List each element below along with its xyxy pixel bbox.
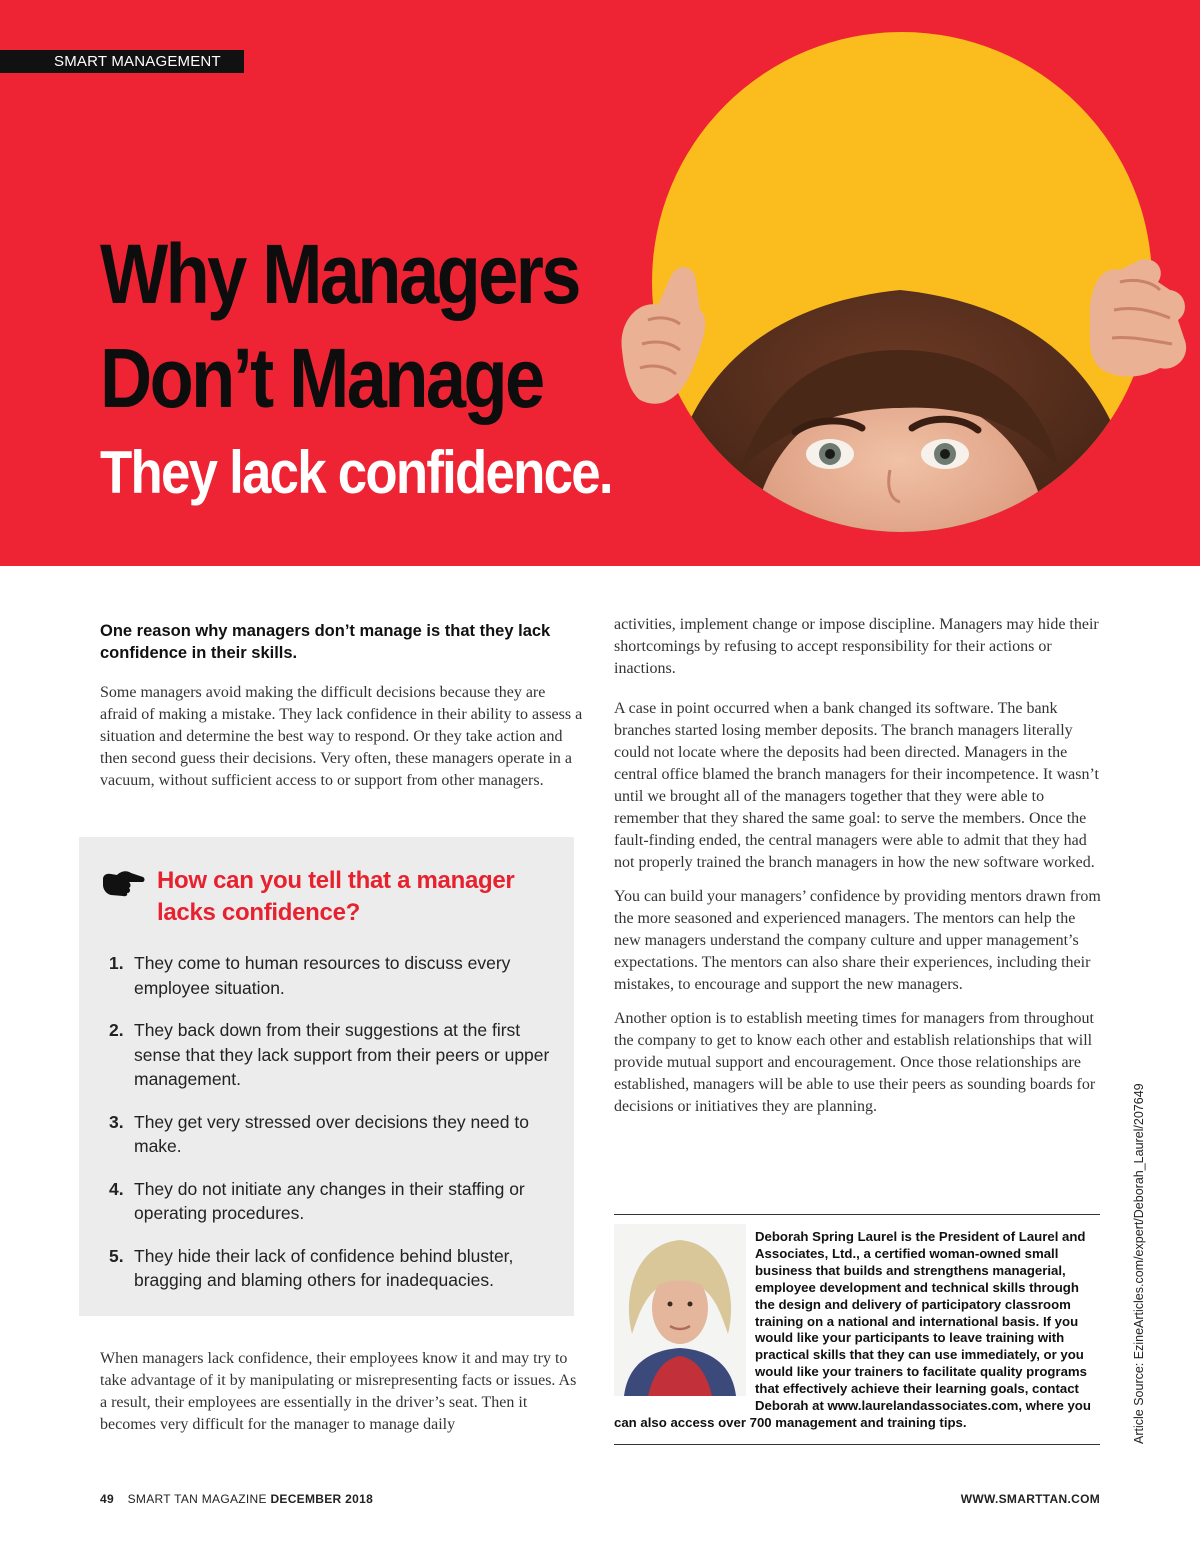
list-text: They hide their lack of confidence behind bluster, bragging and blaming others for inadequacies. [134, 1245, 514, 1290]
body-paragraph-2: When managers lack confidence, their employees know it and may try to take advantage of it by manipulating or misrepresenting facts or issues. As a result, their employees are essentially in the driver’s seat. Then it becomes very difficult for the manager to manage daily [100, 1350, 577, 1433]
page-number: 49 [100, 1492, 114, 1506]
list-item [109, 1244, 559, 1293]
section-tag: SMART MANAGEMENT [0, 50, 244, 73]
page-title [100, 222, 582, 430]
sidebar-list [109, 951, 559, 1311]
list-text: They come to human resources to discuss every employee situation. [134, 953, 511, 998]
issue-date: DECEMBER 2018 [270, 1492, 374, 1506]
list-item [109, 1177, 559, 1226]
hero-banner [0, 0, 1200, 566]
list-item [109, 951, 559, 1000]
magazine-name: SMART TAN MAGAZINE [127, 1492, 267, 1506]
left-column [100, 620, 584, 804]
footer-left [100, 1492, 373, 1506]
article-source: Article Source: EzineArticles.com/expert/Deborah_Laurel/207649 [1132, 1083, 1146, 1444]
bio-photo-spacer [614, 1229, 755, 1399]
title-line-2: Don’t Manage [100, 331, 543, 425]
author-bio [614, 1229, 1100, 1432]
pointing-hand-icon [101, 867, 145, 897]
list-text: They get very stressed over decisions they need to make. [134, 1111, 529, 1156]
list-number: 2. [109, 1020, 124, 1040]
right-column [614, 614, 1104, 1130]
list-number: 5. [109, 1245, 124, 1266]
body-paragraph-5: You can build your managers’ confidence by providing mentors drawn from the more seasoned and experienced managers. The mentors can help the new managers understand the company culture and upper management’s expectations. The mentors can also share their experiences, including their mistakes, to encourage and support the new managers. [614, 888, 1101, 993]
sidebar-box [79, 837, 574, 1316]
list-number: 4. [109, 1178, 124, 1199]
title-line-1: Why Managers [100, 227, 579, 321]
bio-text: Deborah Spring Laurel is the President of Laurel and Associates, Ltd., a certified woman-owned small business that builds and strengthens managerial, employee development and technical skills through the design and delivery of participatory classroom training on a national and international basis. If you would like your participants to leave training with practical skills that they can use immediately, or you would like your trainers to facilitate quality programs that effectively achieve their learning goals, contact Deborah at www.laurelandassociates.com, where you can also access over 700 management and training tips. [614, 1229, 1091, 1430]
left-column-bottom [100, 1348, 584, 1448]
hero-photo-woman-peeking [600, 20, 1200, 566]
list-text: They back down from their suggestions at the first sense that they lack support from their peers or upper management. [134, 1020, 550, 1089]
list-item [109, 1110, 559, 1159]
sidebar-question: How can you tell that a manager lacks confidence? [157, 867, 515, 926]
bio-divider-top [614, 1214, 1100, 1215]
page-subtitle: They lack confidence. [100, 439, 612, 506]
lead-paragraph: One reason why managers don’t manage is that they lack confidence in their skills. [100, 622, 551, 662]
bio-divider-bottom [614, 1444, 1100, 1445]
website-link[interactable]: WWW.SMARTTAN.COM [960, 1492, 1100, 1506]
body-paragraph-4: A case in point occurred when a bank changed its software. The bank branches started losing member deposits. The branch managers literally could not locate where the deposits had been directed. Managers in the central office blamed the branch managers for their incompetence. It wasn’t until we brought all of the managers together that they were able to remember that they shared the same goal: to serve the members. Once the fault-finding ended, the central managers were able to admit that they had not properly trained the branch managers in how the new software worked. [614, 700, 1099, 871]
list-number: 1. [109, 953, 124, 973]
body-paragraph-6: Another option is to establish meeting times for managers from throughout the company to get to know each other and establish relationships that will provide mutual support and encouragement. Once those relationships are established, managers will be able to use their peers as sounding boards for decisions or initiatives they are planning. [614, 1010, 1096, 1115]
list-text: They do not initiate any changes in their staffing or operating procedures. [134, 1178, 525, 1223]
body-paragraph-3: activities, implement change or impose discipline. Managers may hide their shortcomings by refusing to accept responsibility for their actions or inactions. [614, 616, 1099, 677]
list-item [109, 1018, 559, 1092]
body-paragraph-1: Some managers avoid making the difficult decisions because they are afraid of making a mistake. They lack confidence in their ability to assess a situation and determine the best way to respond. Or they take action and then second guess their decisions. Very often, these managers operate in a vacuum, without sufficient access to or support from other managers. [100, 684, 583, 789]
list-number: 3. [109, 1111, 124, 1132]
